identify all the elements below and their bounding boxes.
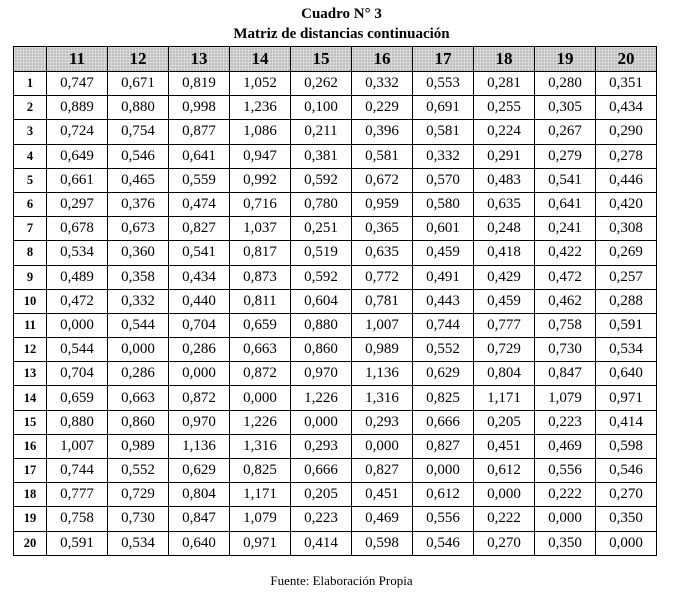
distance-cell: 0,351 bbox=[596, 72, 657, 96]
distance-cell: 0,000 bbox=[230, 386, 291, 410]
table-row bbox=[14, 289, 657, 313]
distance-cell: 0,880 bbox=[47, 410, 108, 434]
distance-cell: 0,649 bbox=[47, 144, 108, 168]
distance-cell: 0,469 bbox=[352, 507, 413, 531]
distance-cell: 0,222 bbox=[535, 483, 596, 507]
distance-cell: 0,825 bbox=[230, 459, 291, 483]
distance-cell: 0,666 bbox=[413, 410, 474, 434]
distance-cell: 0,659 bbox=[230, 313, 291, 337]
distance-cell: 0,552 bbox=[108, 459, 169, 483]
distance-cell: 0,544 bbox=[108, 313, 169, 337]
distance-cell: 0,629 bbox=[169, 459, 230, 483]
distance-cell: 0,811 bbox=[230, 289, 291, 313]
distance-cell: 0,255 bbox=[474, 96, 535, 120]
row-header: 20 bbox=[14, 531, 47, 555]
distance-cell: 0,472 bbox=[535, 265, 596, 289]
distance-cell: 0,000 bbox=[169, 362, 230, 386]
distance-cell: 0,278 bbox=[596, 144, 657, 168]
distance-cell: 0,691 bbox=[413, 96, 474, 120]
distance-cell: 0,989 bbox=[108, 434, 169, 458]
distance-cell: 0,350 bbox=[535, 531, 596, 555]
distance-cell: 0,659 bbox=[47, 386, 108, 410]
distance-cell: 0,451 bbox=[474, 434, 535, 458]
distance-cell: 0,772 bbox=[352, 265, 413, 289]
distance-cell: 0,000 bbox=[291, 410, 352, 434]
distance-cell: 0,604 bbox=[291, 289, 352, 313]
distance-cell: 0,358 bbox=[108, 265, 169, 289]
distance-cell: 0,598 bbox=[352, 531, 413, 555]
distance-cell: 1,226 bbox=[291, 386, 352, 410]
distance-cell: 0,224 bbox=[474, 120, 535, 144]
table-row bbox=[14, 338, 657, 362]
distance-cell: 0,541 bbox=[535, 168, 596, 192]
distance-cell: 0,288 bbox=[596, 289, 657, 313]
source-note: Fuente: Elaboración Propia bbox=[270, 573, 413, 588]
distance-cell: 0,546 bbox=[108, 144, 169, 168]
distance-cell: 1,037 bbox=[230, 217, 291, 241]
row-header: 4 bbox=[14, 144, 47, 168]
distance-cell: 0,546 bbox=[596, 459, 657, 483]
distance-cell: 0,777 bbox=[47, 483, 108, 507]
distance-cell: 1,171 bbox=[230, 483, 291, 507]
distance-cell: 0,971 bbox=[230, 531, 291, 555]
distance-cell: 0,465 bbox=[108, 168, 169, 192]
column-header: 14 bbox=[230, 47, 291, 72]
distance-cell: 0,635 bbox=[352, 241, 413, 265]
distance-cell: 0,970 bbox=[291, 362, 352, 386]
distance-cell: 1,136 bbox=[352, 362, 413, 386]
distance-cell: 0,418 bbox=[474, 241, 535, 265]
distance-matrix-table bbox=[13, 46, 657, 556]
row-header: 14 bbox=[14, 386, 47, 410]
table-row bbox=[14, 362, 657, 386]
column-header: 15 bbox=[291, 47, 352, 72]
distance-cell: 0,559 bbox=[169, 168, 230, 192]
distance-cell: 0,860 bbox=[291, 338, 352, 362]
row-header: 13 bbox=[14, 362, 47, 386]
distance-cell: 1,136 bbox=[169, 434, 230, 458]
distance-cell: 0,747 bbox=[47, 72, 108, 96]
distance-cell: 0,992 bbox=[230, 168, 291, 192]
row-header: 19 bbox=[14, 507, 47, 531]
distance-cell: 0,880 bbox=[291, 313, 352, 337]
distance-cell: 0,519 bbox=[291, 241, 352, 265]
distance-cell: 0,777 bbox=[474, 313, 535, 337]
distance-cell: 0,758 bbox=[47, 507, 108, 531]
row-header: 17 bbox=[14, 459, 47, 483]
distance-cell: 0,544 bbox=[47, 338, 108, 362]
distance-cell: 0,629 bbox=[413, 362, 474, 386]
distance-cell: 0,825 bbox=[413, 386, 474, 410]
row-header: 1 bbox=[14, 72, 47, 96]
distance-cell: 0,414 bbox=[596, 410, 657, 434]
column-header: 11 bbox=[47, 47, 108, 72]
distance-cell: 1,079 bbox=[230, 507, 291, 531]
distance-cell: 0,474 bbox=[169, 192, 230, 216]
distance-cell: 0,332 bbox=[413, 144, 474, 168]
distance-cell: 0,459 bbox=[413, 241, 474, 265]
distance-cell: 0,877 bbox=[169, 120, 230, 144]
row-header: 15 bbox=[14, 410, 47, 434]
distance-cell: 0,612 bbox=[413, 483, 474, 507]
table-row bbox=[14, 313, 657, 337]
distance-cell: 0,730 bbox=[535, 338, 596, 362]
distance-cell: 0,332 bbox=[352, 72, 413, 96]
distance-cell: 0,422 bbox=[535, 241, 596, 265]
row-header: 9 bbox=[14, 265, 47, 289]
distance-cell: 0,489 bbox=[47, 265, 108, 289]
column-header: 17 bbox=[413, 47, 474, 72]
distance-cell: 0,592 bbox=[291, 168, 352, 192]
distance-cell: 0,612 bbox=[474, 459, 535, 483]
table-row bbox=[14, 168, 657, 192]
distance-cell: 0,305 bbox=[535, 96, 596, 120]
distance-cell: 0,222 bbox=[474, 507, 535, 531]
distance-cell: 0,598 bbox=[596, 434, 657, 458]
distance-cell: 0,947 bbox=[230, 144, 291, 168]
distance-cell: 0,241 bbox=[535, 217, 596, 241]
distance-cell: 0,483 bbox=[474, 168, 535, 192]
distance-cell: 0,360 bbox=[108, 241, 169, 265]
distance-cell: 0,211 bbox=[291, 120, 352, 144]
distance-cell: 0,291 bbox=[474, 144, 535, 168]
table-row bbox=[14, 265, 657, 289]
distance-cell: 0,873 bbox=[230, 265, 291, 289]
distance-cell: 0,729 bbox=[108, 483, 169, 507]
distance-cell: 0,663 bbox=[108, 386, 169, 410]
table-row bbox=[14, 410, 657, 434]
distance-cell: 0,000 bbox=[474, 483, 535, 507]
distance-cell: 0,223 bbox=[291, 507, 352, 531]
distance-cell: 0,989 bbox=[352, 338, 413, 362]
distance-cell: 0,205 bbox=[474, 410, 535, 434]
distance-cell: 0,661 bbox=[47, 168, 108, 192]
distance-cell: 0,591 bbox=[47, 531, 108, 555]
distance-cell: 0,640 bbox=[596, 362, 657, 386]
distance-cell: 0,396 bbox=[352, 120, 413, 144]
distance-cell: 0,744 bbox=[47, 459, 108, 483]
distance-cell: 0,553 bbox=[413, 72, 474, 96]
table-row bbox=[14, 241, 657, 265]
header-row bbox=[14, 47, 657, 72]
distance-cell: 0,971 bbox=[596, 386, 657, 410]
distance-cell: 1,171 bbox=[474, 386, 535, 410]
distance-cell: 0,257 bbox=[596, 265, 657, 289]
distance-cell: 0,889 bbox=[47, 96, 108, 120]
table-title: Cuadro N° 3 bbox=[301, 6, 382, 22]
distance-cell: 0,000 bbox=[413, 459, 474, 483]
table-row bbox=[14, 192, 657, 216]
distance-cell: 0,280 bbox=[535, 72, 596, 96]
distance-cell: 0,534 bbox=[47, 241, 108, 265]
distance-cell: 0,672 bbox=[352, 168, 413, 192]
distance-cell: 0,270 bbox=[596, 483, 657, 507]
distance-cell: 0,666 bbox=[291, 459, 352, 483]
column-header: 13 bbox=[169, 47, 230, 72]
table-row bbox=[14, 96, 657, 120]
distance-cell: 0,446 bbox=[596, 168, 657, 192]
distance-cell: 0,223 bbox=[535, 410, 596, 434]
distance-cell: 0,704 bbox=[47, 362, 108, 386]
row-header: 8 bbox=[14, 241, 47, 265]
distance-cell: 0,332 bbox=[108, 289, 169, 313]
distance-cell: 0,297 bbox=[47, 192, 108, 216]
distance-cell: 0,827 bbox=[169, 217, 230, 241]
distance-cell: 0,000 bbox=[535, 507, 596, 531]
distance-cell: 0,279 bbox=[535, 144, 596, 168]
distance-cell: 1,316 bbox=[352, 386, 413, 410]
distance-cell: 0,601 bbox=[413, 217, 474, 241]
distance-cell: 0,541 bbox=[169, 241, 230, 265]
table-row bbox=[14, 507, 657, 531]
column-header: 16 bbox=[352, 47, 413, 72]
distance-cell: 1,236 bbox=[230, 96, 291, 120]
table-row bbox=[14, 72, 657, 96]
distance-cell: 0,556 bbox=[413, 507, 474, 531]
distance-cell: 0,000 bbox=[352, 434, 413, 458]
distance-cell: 0,420 bbox=[596, 192, 657, 216]
distance-cell: 0,880 bbox=[108, 96, 169, 120]
distance-cell: 0,580 bbox=[413, 192, 474, 216]
distance-cell: 0,469 bbox=[535, 434, 596, 458]
table-row bbox=[14, 386, 657, 410]
distance-cell: 0,780 bbox=[291, 192, 352, 216]
distance-cell: 0,000 bbox=[47, 313, 108, 337]
distance-cell: 1,052 bbox=[230, 72, 291, 96]
distance-cell: 0,716 bbox=[230, 192, 291, 216]
distance-cell: 0,872 bbox=[169, 386, 230, 410]
distance-cell: 0,635 bbox=[474, 192, 535, 216]
row-header: 18 bbox=[14, 483, 47, 507]
distance-cell: 0,758 bbox=[535, 313, 596, 337]
table-row bbox=[14, 217, 657, 241]
distance-cell: 0,286 bbox=[108, 362, 169, 386]
column-header: 12 bbox=[108, 47, 169, 72]
distance-cell: 0,262 bbox=[291, 72, 352, 96]
distance-cell: 0,817 bbox=[230, 241, 291, 265]
distance-cell: 0,781 bbox=[352, 289, 413, 313]
distance-cell: 0,671 bbox=[108, 72, 169, 96]
table-row bbox=[14, 459, 657, 483]
distance-cell: 0,229 bbox=[352, 96, 413, 120]
distance-cell: 0,100 bbox=[291, 96, 352, 120]
row-header: 16 bbox=[14, 434, 47, 458]
distance-cell: 0,678 bbox=[47, 217, 108, 241]
table-row bbox=[14, 531, 657, 555]
distance-cell: 0,552 bbox=[413, 338, 474, 362]
distance-cell: 0,860 bbox=[108, 410, 169, 434]
row-header: 12 bbox=[14, 338, 47, 362]
distance-cell: 0,381 bbox=[291, 144, 352, 168]
table-row bbox=[14, 144, 657, 168]
corner-cell bbox=[14, 47, 47, 72]
matrix-body bbox=[14, 72, 657, 556]
distance-cell: 1,086 bbox=[230, 120, 291, 144]
table-subtitle: Matriz de distancias continuación bbox=[233, 26, 450, 42]
distance-cell: 0,804 bbox=[474, 362, 535, 386]
distance-cell: 0,534 bbox=[108, 531, 169, 555]
distance-cell: 0,251 bbox=[291, 217, 352, 241]
column-header: 20 bbox=[596, 47, 657, 72]
row-header: 7 bbox=[14, 217, 47, 241]
distance-cell: 0,724 bbox=[47, 120, 108, 144]
table-row bbox=[14, 483, 657, 507]
distance-cell: 0,872 bbox=[230, 362, 291, 386]
distance-cell: 0,827 bbox=[413, 434, 474, 458]
row-header: 11 bbox=[14, 313, 47, 337]
distance-cell: 0,534 bbox=[596, 338, 657, 362]
distance-cell: 0,434 bbox=[596, 96, 657, 120]
distance-cell: 0,730 bbox=[108, 507, 169, 531]
distance-cell: 0,754 bbox=[108, 120, 169, 144]
distance-cell: 0,847 bbox=[535, 362, 596, 386]
distance-cell: 0,281 bbox=[474, 72, 535, 96]
column-header: 18 bbox=[474, 47, 535, 72]
distance-cell: 0,704 bbox=[169, 313, 230, 337]
distance-cell: 0,847 bbox=[169, 507, 230, 531]
distance-cell: 0,308 bbox=[596, 217, 657, 241]
distance-cell: 0,641 bbox=[535, 192, 596, 216]
column-header: 19 bbox=[535, 47, 596, 72]
distance-cell: 0,998 bbox=[169, 96, 230, 120]
distance-cell: 0,959 bbox=[352, 192, 413, 216]
distance-cell: 0,451 bbox=[352, 483, 413, 507]
distance-cell: 0,269 bbox=[596, 241, 657, 265]
distance-cell: 0,350 bbox=[596, 507, 657, 531]
distance-cell: 1,007 bbox=[47, 434, 108, 458]
distance-cell: 0,414 bbox=[291, 531, 352, 555]
distance-cell: 0,443 bbox=[413, 289, 474, 313]
distance-cell: 0,819 bbox=[169, 72, 230, 96]
distance-cell: 0,267 bbox=[535, 120, 596, 144]
distance-cell: 0,591 bbox=[596, 313, 657, 337]
distance-cell: 0,248 bbox=[474, 217, 535, 241]
row-header: 10 bbox=[14, 289, 47, 313]
distance-cell: 0,462 bbox=[535, 289, 596, 313]
distance-cell: 0,804 bbox=[169, 483, 230, 507]
distance-cell: 0,286 bbox=[169, 338, 230, 362]
distance-cell: 0,440 bbox=[169, 289, 230, 313]
distance-cell: 0,000 bbox=[596, 531, 657, 555]
distance-cell: 0,640 bbox=[169, 531, 230, 555]
distance-cell: 0,556 bbox=[535, 459, 596, 483]
distance-cell: 0,472 bbox=[47, 289, 108, 313]
table-row bbox=[14, 434, 657, 458]
distance-cell: 0,365 bbox=[352, 217, 413, 241]
distance-cell: 0,293 bbox=[291, 434, 352, 458]
row-header: 3 bbox=[14, 120, 47, 144]
distance-cell: 0,000 bbox=[108, 338, 169, 362]
distance-cell: 0,459 bbox=[474, 289, 535, 313]
distance-cell: 0,581 bbox=[352, 144, 413, 168]
distance-cell: 1,007 bbox=[352, 313, 413, 337]
distance-cell: 1,079 bbox=[535, 386, 596, 410]
distance-cell: 0,290 bbox=[596, 120, 657, 144]
distance-cell: 0,429 bbox=[474, 265, 535, 289]
table-row bbox=[14, 120, 657, 144]
distance-cell: 0,205 bbox=[291, 483, 352, 507]
row-header: 5 bbox=[14, 168, 47, 192]
distance-cell: 0,293 bbox=[352, 410, 413, 434]
distance-cell: 0,970 bbox=[169, 410, 230, 434]
distance-cell: 0,270 bbox=[474, 531, 535, 555]
distance-cell: 1,226 bbox=[230, 410, 291, 434]
row-header: 2 bbox=[14, 96, 47, 120]
distance-cell: 0,546 bbox=[413, 531, 474, 555]
distance-cell: 0,434 bbox=[169, 265, 230, 289]
distance-cell: 0,581 bbox=[413, 120, 474, 144]
distance-cell: 0,641 bbox=[169, 144, 230, 168]
distance-cell: 0,673 bbox=[108, 217, 169, 241]
distance-cell: 0,827 bbox=[352, 459, 413, 483]
distance-cell: 0,376 bbox=[108, 192, 169, 216]
distance-cell: 0,570 bbox=[413, 168, 474, 192]
distance-cell: 0,491 bbox=[413, 265, 474, 289]
distance-cell: 0,592 bbox=[291, 265, 352, 289]
distance-cell: 1,316 bbox=[230, 434, 291, 458]
distance-cell: 0,663 bbox=[230, 338, 291, 362]
row-header: 6 bbox=[14, 192, 47, 216]
distance-cell: 0,744 bbox=[413, 313, 474, 337]
distance-cell: 0,729 bbox=[474, 338, 535, 362]
